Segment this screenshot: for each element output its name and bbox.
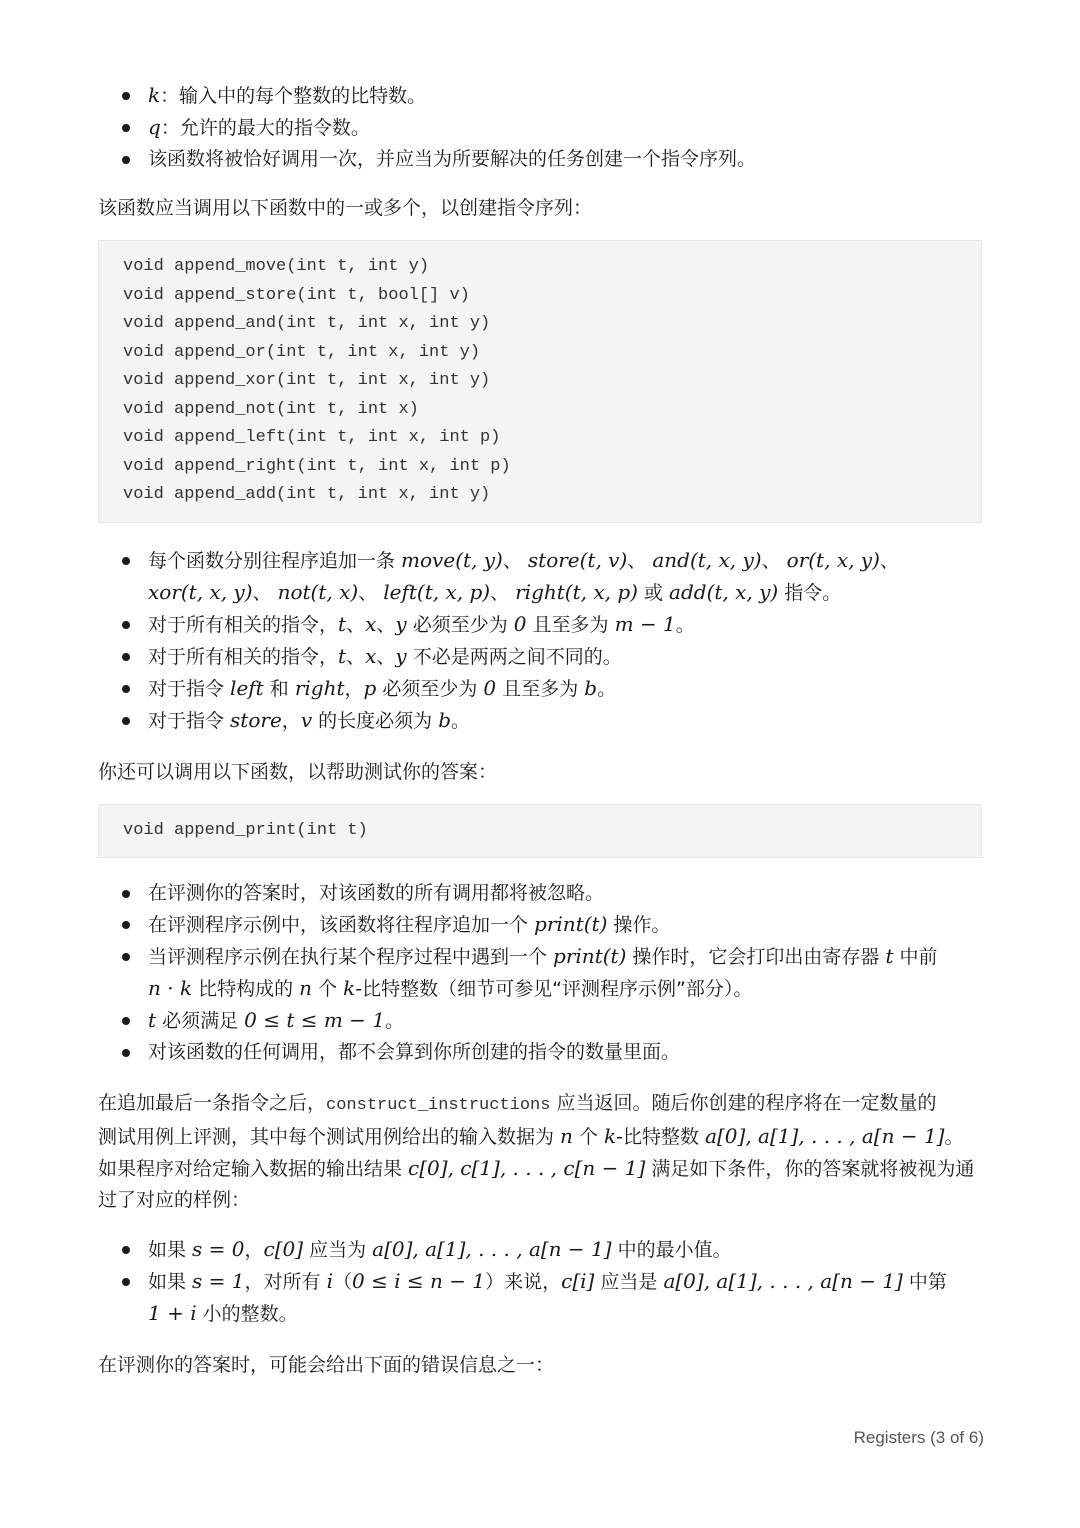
math: print(t) (534, 912, 608, 936)
text: 、 (376, 613, 396, 636)
list-item (98, 80, 982, 112)
text: 。 (944, 1126, 964, 1148)
text: 应当是 (594, 1271, 664, 1293)
math: 0 ≤ i ≤ n − 1 (351, 1269, 486, 1293)
text: 对该函数的任何调用，都不会算到你所创建的指令的数量里面。 (148, 1041, 681, 1063)
code-line: void append_xor(int t, int x, int y) (123, 371, 491, 390)
intro-bullet-list (98, 80, 982, 175)
text: 在追加最后一条指令之后， (98, 1092, 327, 1114)
text: 中前 (893, 946, 938, 968)
math: a[0], a[1], . . . , a[n − 1] (663, 1269, 903, 1293)
text: 、 (346, 645, 366, 668)
paragraph-call: 该函数应当调用以下函数中的一或多个，以创建指令序列： (98, 197, 593, 219)
math: print(t) (553, 944, 627, 968)
math: store(t, v) (527, 547, 628, 572)
text: 。 (451, 709, 471, 732)
code-line: void append_and(int t, int x, int y) (123, 314, 491, 333)
text: ）来说， (485, 1271, 562, 1293)
text: ：输入中的每个整数的比特数。 (160, 85, 427, 107)
text: 过了对应的样例： (98, 1189, 251, 1211)
list-item (98, 1037, 982, 1068)
math: k (148, 83, 161, 107)
text: 对于指令 (148, 709, 231, 732)
text: 个 (312, 978, 344, 1000)
math: c[0] (263, 1237, 304, 1261)
text: 操作时，它会打印出由寄存器 (626, 946, 886, 968)
text: -比特整数（细节可参见“评测程序示例”部分）。 (355, 978, 753, 1000)
math: q (148, 115, 161, 139)
code-line: void append_store(int t, bool[] v) (123, 285, 470, 305)
math: v (300, 707, 313, 732)
math: t (885, 944, 894, 968)
math: 1 + i (148, 1301, 197, 1325)
math: p (363, 675, 377, 700)
text: 或 (637, 581, 670, 604)
text: 测试用例上评测，其中每个测试用例给出的输入数据为 (98, 1126, 561, 1148)
code-block-print (98, 804, 982, 859)
text: ， (244, 1239, 264, 1261)
text: 、 (490, 581, 516, 604)
text: 小的整数。 (196, 1303, 298, 1325)
text: 、 (376, 645, 396, 668)
text: 、 (346, 613, 366, 636)
math: move(t, y) (401, 547, 503, 572)
math: n (299, 976, 313, 1000)
text: 、 (627, 549, 653, 572)
document-page (98, 78, 982, 1381)
text: 、 (502, 549, 528, 572)
math: a[0], a[1], . . . , a[n − 1] (372, 1237, 612, 1261)
math: b (438, 707, 452, 732)
text: 、 (761, 549, 787, 572)
math: x (365, 611, 377, 636)
list-item (98, 641, 982, 673)
math: xor(t, x, y) (148, 579, 253, 604)
text: 如果 (148, 1239, 193, 1261)
text: 。 (385, 1010, 405, 1032)
text: 个 (572, 1126, 605, 1148)
text: 在评测你的答案时，对该函数的所有调用都将被忽略。 (148, 882, 605, 904)
math: k (343, 976, 356, 1000)
math: t (338, 643, 347, 668)
conditions-bullet-list (98, 1234, 982, 1330)
inline-code: construct_instructions (326, 1096, 551, 1115)
text: ， (344, 677, 364, 700)
code-line: void append_move(int t, int y) (123, 257, 430, 276)
code-line: void append_left(int t, int x, int p) (123, 428, 501, 447)
text: 如果 (148, 1271, 193, 1293)
list-item (98, 545, 982, 609)
math: or(t, x, y) (786, 547, 880, 572)
text: 。 (675, 613, 695, 636)
text: 如果程序对给定输入数据的输出结果 (98, 1158, 409, 1180)
math: right (294, 675, 345, 700)
text: 必须满足 (156, 1010, 245, 1032)
text: 必须至少为 (406, 613, 514, 636)
math: t (148, 1008, 157, 1032)
list-item (98, 909, 982, 941)
text: 、 (252, 581, 278, 604)
math: 0 (483, 675, 497, 700)
text: 对于所有相关的指令， (148, 613, 339, 636)
text: 比特构成的 (192, 978, 300, 1000)
math: add(t, x, y) (669, 579, 779, 604)
math: left(t, x, p) (383, 579, 491, 604)
text: 且至多为 (496, 677, 585, 700)
rules-bullet-list (98, 545, 982, 737)
text: 对于指令 (148, 677, 231, 700)
math: m − 1 (614, 611, 676, 636)
code-line: void append_right(int t, int x, int p) (123, 456, 511, 476)
text: 应当为 (303, 1239, 373, 1261)
math: and(t, x, y) (652, 547, 762, 572)
math: x (365, 643, 377, 668)
code-line: void append_print(int t) (123, 820, 368, 840)
math: 0 (513, 611, 527, 636)
code-line: void append_add(int t, int x, int y) (123, 485, 491, 504)
code-line: void append_or(int t, int x, int y) (123, 342, 481, 362)
math: n · k (148, 976, 193, 1000)
math: store (230, 707, 282, 732)
math: not(t, x) (277, 579, 359, 604)
math: y (395, 611, 407, 636)
text: ， (281, 709, 301, 732)
text: 该函数将被恰好调用一次，并应当为所要解决的任务创建一个指令序列。 (148, 148, 757, 170)
math: s = 1 (192, 1269, 245, 1293)
list-item (98, 1234, 982, 1266)
text: 且至多为 (526, 613, 615, 636)
text: 每个函数分别往程序追加一条 (148, 549, 402, 572)
math: t (338, 611, 347, 636)
text: 、 (879, 549, 899, 572)
math: left (230, 675, 264, 700)
text: （ (332, 1271, 352, 1293)
text: 必须至少为 (376, 677, 484, 700)
math: s = 0 (192, 1237, 245, 1261)
list-item (98, 112, 982, 144)
text: 操作。 (607, 914, 671, 936)
list-item (98, 1266, 982, 1330)
math: 0 ≤ t ≤ m − 1 (244, 1008, 386, 1032)
math: k (604, 1124, 617, 1148)
text: 中第 (902, 1271, 947, 1293)
math: n (560, 1124, 573, 1148)
math: c[i] (561, 1269, 595, 1293)
paragraph-errors: 在评测你的答案时，可能会给出下面的错误信息之一： (98, 1354, 555, 1376)
text: -比特整数 (616, 1126, 706, 1148)
text: 应当返回。随后你创建的程序将在一定数量的 (550, 1092, 937, 1114)
list-item (98, 609, 982, 641)
text: 中的最小值。 (611, 1239, 732, 1261)
math: c[0], c[1], . . . , c[n − 1] (408, 1156, 646, 1180)
print-bullet-list (98, 878, 982, 1068)
page-footer: Registers (3 of 6) (853, 1428, 984, 1447)
text: ，对所有 (244, 1271, 327, 1293)
list-item (98, 941, 982, 1005)
paragraph-after (98, 1088, 982, 1216)
text: ：允许的最大的指令数。 (160, 117, 370, 139)
math: y (395, 643, 407, 668)
math: b (584, 675, 598, 700)
text: 的长度必须为 (312, 709, 439, 732)
text: 指令。 (778, 581, 842, 604)
text: 和 (263, 677, 295, 700)
text: 。 (597, 677, 617, 700)
code-line: void append_not(int t, int x) (123, 399, 419, 419)
text: 在评测程序示例中，该函数将往程序追加一个 (148, 914, 535, 936)
list-item (98, 705, 982, 737)
text: 对于所有相关的指令， (148, 645, 339, 668)
math: a[0], a[1], . . . , a[n − 1] (705, 1124, 945, 1148)
text: 当评测程序示例在执行某个程序过程中遇到一个 (148, 946, 554, 968)
paragraph-test: 你还可以调用以下函数，以帮助测试你的答案： (98, 760, 498, 783)
list-item (98, 144, 982, 175)
text: 不必是两两之间不同的。 (406, 645, 622, 668)
text: 满足如下条件，你的答案就将被视为通 (645, 1158, 975, 1180)
list-item (98, 878, 982, 909)
text: 、 (358, 581, 384, 604)
code-block-functions (98, 240, 982, 523)
math: right(t, x, p) (515, 579, 638, 604)
list-item (98, 673, 982, 705)
math: i (326, 1269, 333, 1293)
list-item (98, 1005, 982, 1037)
